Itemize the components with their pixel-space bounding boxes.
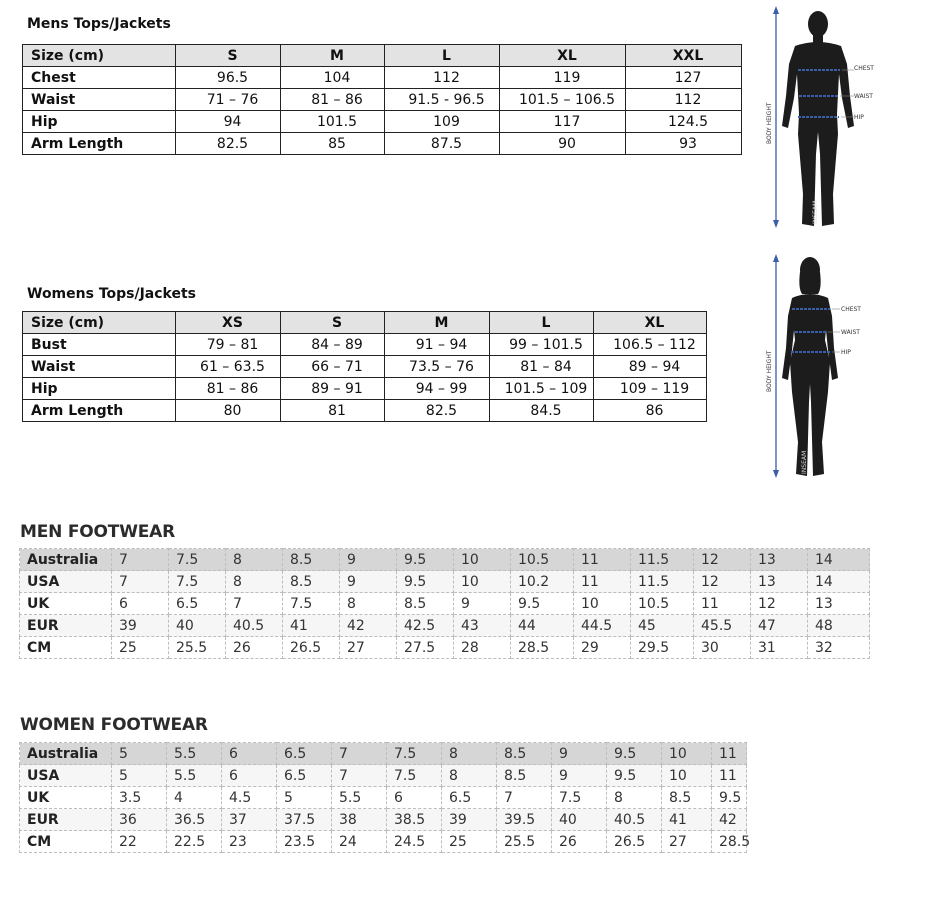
table-row <box>20 809 747 831</box>
shoe-size-cell: 37.5 <box>277 809 332 831</box>
region-label-cell: UK <box>20 593 112 615</box>
measurement-cell: 99 – 101.5 <box>490 334 594 356</box>
shoe-size-cell: 5.5 <box>332 787 387 809</box>
measurement-cell: 91.5 - 96.5 <box>385 89 500 111</box>
measurement-cell: 61 – 63.5 <box>176 356 281 378</box>
shoe-size-cell: 36 <box>112 809 167 831</box>
shoe-size-cell: 30 <box>694 637 751 659</box>
table-row <box>20 787 747 809</box>
table-row <box>23 400 707 422</box>
shoe-size-cell: 40 <box>169 615 226 637</box>
shoe-size-cell: 6.5 <box>277 765 332 787</box>
shoe-size-cell: 9.5 <box>712 787 747 809</box>
shoe-size-cell: 9 <box>552 743 607 765</box>
shoe-size-cell: 9.5 <box>397 571 454 593</box>
table-row <box>23 334 707 356</box>
measurement-cell: 94 <box>176 111 281 133</box>
shoe-size-cell: 26 <box>552 831 607 853</box>
male-silhouette <box>782 11 854 226</box>
female-chest-label: CHEST <box>841 306 861 313</box>
size-header-cell: XL <box>594 312 707 334</box>
shoe-size-cell: 7.5 <box>387 765 442 787</box>
measurement-cell: 82.5 <box>385 400 490 422</box>
male-hip-label: HIP <box>854 114 864 121</box>
shoe-size-cell: 11 <box>574 571 631 593</box>
size-header-cell: S <box>281 312 385 334</box>
measurement-cell: 93 <box>626 133 742 155</box>
shoe-size-cell: 7 <box>112 571 169 593</box>
row-label-cell: Chest <box>23 67 176 89</box>
shoe-size-cell: 38.5 <box>387 809 442 831</box>
row-label-cell: Bust <box>23 334 176 356</box>
region-label-cell: UK <box>20 787 112 809</box>
shoe-size-cell: 8.5 <box>497 765 552 787</box>
row-label-cell: Size (cm) <box>23 312 176 334</box>
male-body-height-label: BODY HEIGHT <box>766 102 773 144</box>
size-header-cell: M <box>281 45 385 67</box>
shoe-size-cell: 9 <box>454 593 511 615</box>
shoe-size-cell: 13 <box>808 593 870 615</box>
shoe-size-cell: 8 <box>442 765 497 787</box>
shoe-size-cell: 48 <box>808 615 870 637</box>
shoe-size-cell: 7 <box>226 593 283 615</box>
shoe-size-cell: 12 <box>751 593 808 615</box>
shoe-size-cell: 7 <box>112 549 169 571</box>
shoe-size-cell: 6.5 <box>277 743 332 765</box>
region-label-cell: EUR <box>20 809 112 831</box>
region-label-cell: Australia <box>20 743 112 765</box>
table-header-row <box>20 743 747 765</box>
measurement-cell: 79 – 81 <box>176 334 281 356</box>
shoe-size-cell: 10 <box>662 765 712 787</box>
region-label-cell: USA <box>20 765 112 787</box>
shoe-size-cell: 9 <box>552 765 607 787</box>
female-inseam-label: INSEAM <box>801 450 808 474</box>
male-waist-label: WAIST <box>854 93 873 100</box>
table-row <box>20 593 870 615</box>
shoe-size-cell: 42 <box>340 615 397 637</box>
shoe-size-cell: 24 <box>332 831 387 853</box>
row-label-cell: Hip <box>23 378 176 400</box>
table-row <box>23 378 707 400</box>
shoe-size-cell: 9.5 <box>607 765 662 787</box>
measurement-cell: 84.5 <box>490 400 594 422</box>
shoe-size-cell: 44 <box>511 615 574 637</box>
shoe-size-cell: 7.5 <box>552 787 607 809</box>
shoe-size-cell: 9.5 <box>511 593 574 615</box>
measurement-cell: 87.5 <box>385 133 500 155</box>
shoe-size-cell: 39 <box>442 809 497 831</box>
table-row <box>20 765 747 787</box>
table-header-row <box>23 312 707 334</box>
men-footwear-table <box>19 548 870 659</box>
shoe-size-cell: 6 <box>112 593 169 615</box>
shoe-size-cell: 28 <box>454 637 511 659</box>
shoe-size-cell: 8 <box>226 571 283 593</box>
shoe-size-cell: 38 <box>332 809 387 831</box>
measurement-cell: 73.5 – 76 <box>385 356 490 378</box>
female-body-diagram <box>762 252 880 480</box>
shoe-size-cell: 42 <box>712 809 747 831</box>
shoe-size-cell: 5.5 <box>167 765 222 787</box>
row-label-cell: Waist <box>23 89 176 111</box>
male-inseam-label: INSEAM <box>812 200 819 224</box>
shoe-size-cell: 10.5 <box>631 593 694 615</box>
shoe-size-cell: 7.5 <box>169 549 226 571</box>
size-header-cell: S <box>176 45 281 67</box>
shoe-size-cell: 40.5 <box>226 615 283 637</box>
shoe-size-cell: 11.5 <box>631 549 694 571</box>
shoe-size-cell: 10 <box>574 593 631 615</box>
measurement-cell: 90 <box>500 133 626 155</box>
male-body-diagram <box>762 4 880 230</box>
table-row <box>23 67 742 89</box>
measurement-cell: 101.5 – 109 <box>490 378 594 400</box>
shoe-size-cell: 23.5 <box>277 831 332 853</box>
size-header-cell: XXL <box>626 45 742 67</box>
table-row <box>20 637 870 659</box>
shoe-size-cell: 8.5 <box>397 593 454 615</box>
row-label-cell: Size (cm) <box>23 45 176 67</box>
measurement-cell: 86 <box>594 400 707 422</box>
shoe-size-cell: 40 <box>552 809 607 831</box>
shoe-size-cell: 8.5 <box>283 571 340 593</box>
shoe-size-cell: 25 <box>442 831 497 853</box>
size-header-cell: L <box>490 312 594 334</box>
measurement-cell: 81 – 84 <box>490 356 594 378</box>
shoe-size-cell: 8 <box>442 743 497 765</box>
row-label-cell: Arm Length <box>23 400 176 422</box>
shoe-size-cell: 5 <box>112 743 167 765</box>
table-row <box>20 571 870 593</box>
shoe-size-cell: 11 <box>712 765 747 787</box>
measurement-cell: 91 – 94 <box>385 334 490 356</box>
measurement-cell: 96.5 <box>176 67 281 89</box>
shoe-size-cell: 6.5 <box>169 593 226 615</box>
shoe-size-cell: 4.5 <box>222 787 277 809</box>
shoe-size-cell: 10 <box>454 571 511 593</box>
shoe-size-cell: 27.5 <box>397 637 454 659</box>
measurement-cell: 109 <box>385 111 500 133</box>
shoe-size-cell: 4 <box>167 787 222 809</box>
shoe-size-cell: 10.2 <box>511 571 574 593</box>
shoe-size-cell: 9 <box>340 549 397 571</box>
shoe-size-cell: 11 <box>694 593 751 615</box>
shoe-size-cell: 11.5 <box>631 571 694 593</box>
measurement-cell: 119 <box>500 67 626 89</box>
shoe-size-cell: 8 <box>340 593 397 615</box>
shoe-size-cell: 27 <box>662 831 712 853</box>
table-header-row <box>23 45 742 67</box>
shoe-size-cell: 32 <box>808 637 870 659</box>
table-header-row <box>20 549 870 571</box>
shoe-size-cell: 13 <box>751 571 808 593</box>
measurement-cell: 127 <box>626 67 742 89</box>
shoe-size-cell: 14 <box>808 549 870 571</box>
shoe-size-cell: 44.5 <box>574 615 631 637</box>
shoe-size-cell: 27 <box>340 637 397 659</box>
shoe-size-cell: 40.5 <box>607 809 662 831</box>
shoe-size-cell: 5.5 <box>167 743 222 765</box>
shoe-size-cell: 41 <box>283 615 340 637</box>
shoe-size-cell: 10 <box>662 743 712 765</box>
shoe-size-cell: 43 <box>454 615 511 637</box>
size-header-cell: M <box>385 312 490 334</box>
table-row <box>23 111 742 133</box>
shoe-size-cell: 6 <box>222 743 277 765</box>
measurement-cell: 66 – 71 <box>281 356 385 378</box>
measurement-cell: 85 <box>281 133 385 155</box>
men-footwear-title: MEN FOOTWEAR <box>20 522 175 542</box>
table-row <box>20 831 747 853</box>
measurement-cell: 112 <box>626 89 742 111</box>
measurement-cell: 89 – 91 <box>281 378 385 400</box>
measurement-cell: 81 – 86 <box>281 89 385 111</box>
shoe-size-cell: 45 <box>631 615 694 637</box>
shoe-size-cell: 8.5 <box>497 743 552 765</box>
shoe-size-cell: 39.5 <box>497 809 552 831</box>
shoe-size-cell: 22 <box>112 831 167 853</box>
row-label-cell: Waist <box>23 356 176 378</box>
measurement-cell: 109 – 119 <box>594 378 707 400</box>
shoe-size-cell: 26 <box>226 637 283 659</box>
table-row <box>23 356 707 378</box>
measurement-cell: 80 <box>176 400 281 422</box>
womens-tops-table <box>22 311 707 422</box>
measurement-cell: 71 – 76 <box>176 89 281 111</box>
table-row <box>20 615 870 637</box>
region-label-cell: CM <box>20 637 112 659</box>
measurement-cell: 81 <box>281 400 385 422</box>
shoe-size-cell: 22.5 <box>167 831 222 853</box>
shoe-size-cell: 8.5 <box>283 549 340 571</box>
shoe-size-cell: 41 <box>662 809 712 831</box>
shoe-size-cell: 9.5 <box>397 549 454 571</box>
shoe-size-cell: 36.5 <box>167 809 222 831</box>
measurement-cell: 94 – 99 <box>385 378 490 400</box>
shoe-size-cell: 7.5 <box>387 743 442 765</box>
region-label-cell: USA <box>20 571 112 593</box>
shoe-size-cell: 29 <box>574 637 631 659</box>
female-silhouette <box>782 257 838 476</box>
female-body-height-label: BODY HEIGHT <box>766 350 773 392</box>
shoe-size-cell: 7 <box>332 765 387 787</box>
table-row <box>23 133 742 155</box>
row-label-cell: Arm Length <box>23 133 176 155</box>
shoe-size-cell: 24.5 <box>387 831 442 853</box>
shoe-size-cell: 31 <box>751 637 808 659</box>
shoe-size-cell: 7.5 <box>169 571 226 593</box>
size-header-cell: XL <box>500 45 626 67</box>
shoe-size-cell: 9.5 <box>607 743 662 765</box>
measurement-cell: 81 – 86 <box>176 378 281 400</box>
women-footwear-table <box>19 742 751 853</box>
measurement-cell: 106.5 – 112 <box>594 334 707 356</box>
table-row <box>23 89 742 111</box>
measurement-cell: 117 <box>500 111 626 133</box>
shoe-size-cell: 12 <box>694 549 751 571</box>
region-label-cell: EUR <box>20 615 112 637</box>
shoe-size-cell: 29.5 <box>631 637 694 659</box>
shoe-size-cell: 25.5 <box>169 637 226 659</box>
shoe-size-cell: 6.5 <box>442 787 497 809</box>
women-footwear-title: WOMEN FOOTWEAR <box>20 715 208 735</box>
shoe-size-cell: 45.5 <box>694 615 751 637</box>
shoe-size-cell: 14 <box>808 571 870 593</box>
shoe-size-cell: 7 <box>497 787 552 809</box>
size-header-cell: XS <box>176 312 281 334</box>
shoe-size-cell: 8 <box>607 787 662 809</box>
region-label-cell: Australia <box>20 549 112 571</box>
shoe-size-cell: 26.5 <box>607 831 662 853</box>
size-header-cell: L <box>385 45 500 67</box>
shoe-size-cell: 39 <box>112 615 169 637</box>
shoe-size-cell: 26.5 <box>283 637 340 659</box>
shoe-size-cell: 8 <box>226 549 283 571</box>
measurement-cell: 104 <box>281 67 385 89</box>
female-waist-label: WAIST <box>841 329 860 336</box>
measurement-cell: 84 – 89 <box>281 334 385 356</box>
region-label-cell: CM <box>20 831 112 853</box>
shoe-size-cell: 25.5 <box>497 831 552 853</box>
shoe-size-cell: 10.5 <box>511 549 574 571</box>
shoe-size-cell: 47 <box>751 615 808 637</box>
shoe-size-cell: 5 <box>112 765 167 787</box>
mens-tops-title: Mens Tops/Jackets <box>27 16 171 32</box>
shoe-size-cell: 8.5 <box>662 787 712 809</box>
measurement-cell: 124.5 <box>626 111 742 133</box>
measurement-cell: 89 – 94 <box>594 356 707 378</box>
measurement-cell: 82.5 <box>176 133 281 155</box>
row-label-cell: Hip <box>23 111 176 133</box>
female-hip-label: HIP <box>841 349 851 356</box>
measurement-cell: 101.5 <box>281 111 385 133</box>
shoe-size-cell: 28.5 <box>712 831 747 853</box>
shoe-size-cell: 25 <box>112 637 169 659</box>
womens-tops-title: Womens Tops/Jackets <box>27 286 197 302</box>
male-chest-label: CHEST <box>854 65 874 72</box>
shoe-size-cell: 12 <box>694 571 751 593</box>
shoe-size-cell: 10 <box>454 549 511 571</box>
shoe-size-cell: 9 <box>340 571 397 593</box>
measurement-cell: 112 <box>385 67 500 89</box>
shoe-size-cell: 42.5 <box>397 615 454 637</box>
measurement-cell: 101.5 – 106.5 <box>500 89 626 111</box>
shoe-size-cell: 28.5 <box>511 637 574 659</box>
shoe-size-cell: 6 <box>387 787 442 809</box>
shoe-size-cell: 37 <box>222 809 277 831</box>
shoe-size-cell: 7 <box>332 743 387 765</box>
shoe-size-cell: 6 <box>222 765 277 787</box>
shoe-size-cell: 13 <box>751 549 808 571</box>
shoe-size-cell: 11 <box>574 549 631 571</box>
shoe-size-cell: 3.5 <box>112 787 167 809</box>
shoe-size-cell: 7.5 <box>283 593 340 615</box>
shoe-size-cell: 23 <box>222 831 277 853</box>
mens-tops-table <box>22 44 742 155</box>
shoe-size-cell: 5 <box>277 787 332 809</box>
shoe-size-cell: 11 <box>712 743 747 765</box>
